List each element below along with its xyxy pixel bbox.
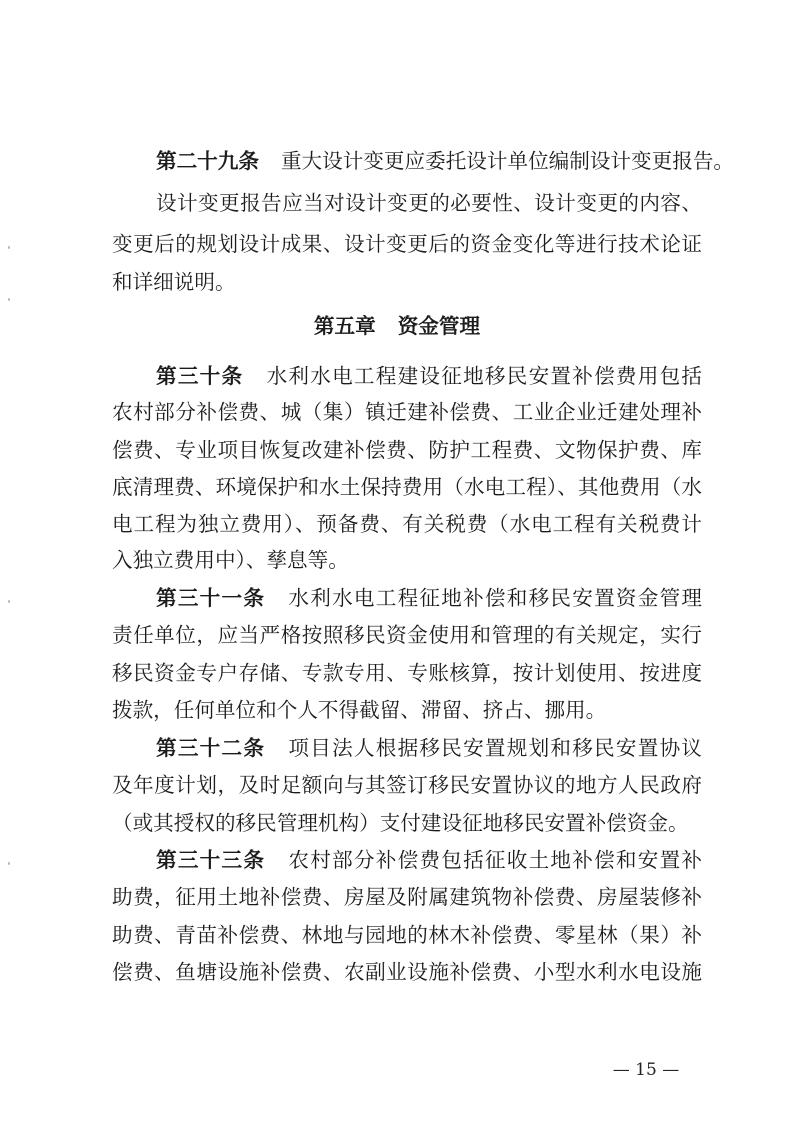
article-29-title: 第二十九条 — [156, 149, 259, 173]
article-30-line-6: 入独立费用中）、孳息等。 — [112, 548, 349, 572]
scan-mark — [8, 600, 10, 603]
article-30-title: 第三十条 — [156, 364, 244, 388]
article-31-line-4: 拨款，任何单位和个人不得截留、滞留、挤占、挪用。 — [112, 698, 607, 722]
article-33-title: 第三十三条 — [156, 848, 266, 872]
article-31-line-3: 移民资金专户存储、专款专用、专账核算，按计划使用、按进度 — [112, 661, 702, 685]
article-32-title: 第三十二条 — [156, 736, 266, 760]
article-33-line-2: 助费，征用土地补偿费、房屋及附属建筑物补偿费、房屋装修补 — [112, 885, 702, 909]
chapter-heading — [0, 312, 794, 341]
article-31-title: 第三十一条 — [156, 586, 266, 610]
article-33-text-1: 农村部分补偿费包括征收土地补偿和安置补 — [287, 848, 703, 872]
page-number: — 15 — — [612, 1060, 680, 1080]
chapter-number: 第五章 — [313, 314, 376, 338]
article-33-line-3: 助费、青苗补偿费、林地与园地的林木补偿费、零星林（果）补 — [112, 923, 702, 947]
article-30-line-2: 农村部分补偿费、城（集）镇迁建补偿费、工业企业迁建处理补 — [112, 400, 702, 424]
article-33-line-1 — [156, 846, 702, 875]
scan-mark — [8, 298, 10, 301]
article-29-line-3: 变更后的规划设计成果、设计变更后的资金变化等进行技术论证 — [112, 232, 702, 256]
article-32-line-1 — [156, 734, 702, 763]
article-30-text-1: 水利水电工程建设征地移民安置补偿费用包括 — [265, 364, 703, 388]
article-30-line-3: 偿费、专业项目恢复改建补偿费、防护工程费、文物保护费、库 — [112, 438, 702, 462]
article-30-line-4: 底清理费、环境保护和水土保持费用（水电工程）、其他费用（水 — [112, 475, 702, 499]
article-29-text-1: 重大设计变更应委托设计单位编制设计变更报告。 — [280, 149, 735, 173]
article-31-text-1: 水利水电工程征地补偿和移民安置资金管理 — [287, 586, 703, 610]
article-31-line-1 — [156, 584, 702, 613]
article-29-line-2: 设计变更报告应当对设计变更的必要性、设计变更的内容、 — [156, 191, 702, 215]
article-30-line-1 — [156, 362, 702, 391]
article-32-text-1: 项目法人根据移民安置规划和移民安置协议 — [287, 736, 703, 760]
scan-mark — [8, 246, 10, 249]
article-33-line-4: 偿费、鱼塘设施补偿费、农副业设施补偿费、小型水利水电设施 — [112, 960, 702, 984]
article-32-line-3: （或其授权的移民管理机构）支付建设征地移民安置补偿资金。 — [112, 811, 689, 835]
scan-mark — [8, 862, 10, 865]
article-29-line-1 — [156, 147, 735, 176]
article-31-line-2: 责任单位，应当严格按照移民资金使用和管理的有关规定，实行 — [112, 623, 702, 647]
article-32-line-2: 及年度计划，及时足额向与其签订移民安置协议的地方人民政府 — [112, 773, 702, 797]
article-30-line-5: 电工程为独立费用）、预备费、有关税费（水电工程有关税费计 — [112, 512, 702, 536]
article-29-line-4: 和详细说明。 — [112, 270, 236, 294]
chapter-title: 资金管理 — [397, 314, 481, 338]
